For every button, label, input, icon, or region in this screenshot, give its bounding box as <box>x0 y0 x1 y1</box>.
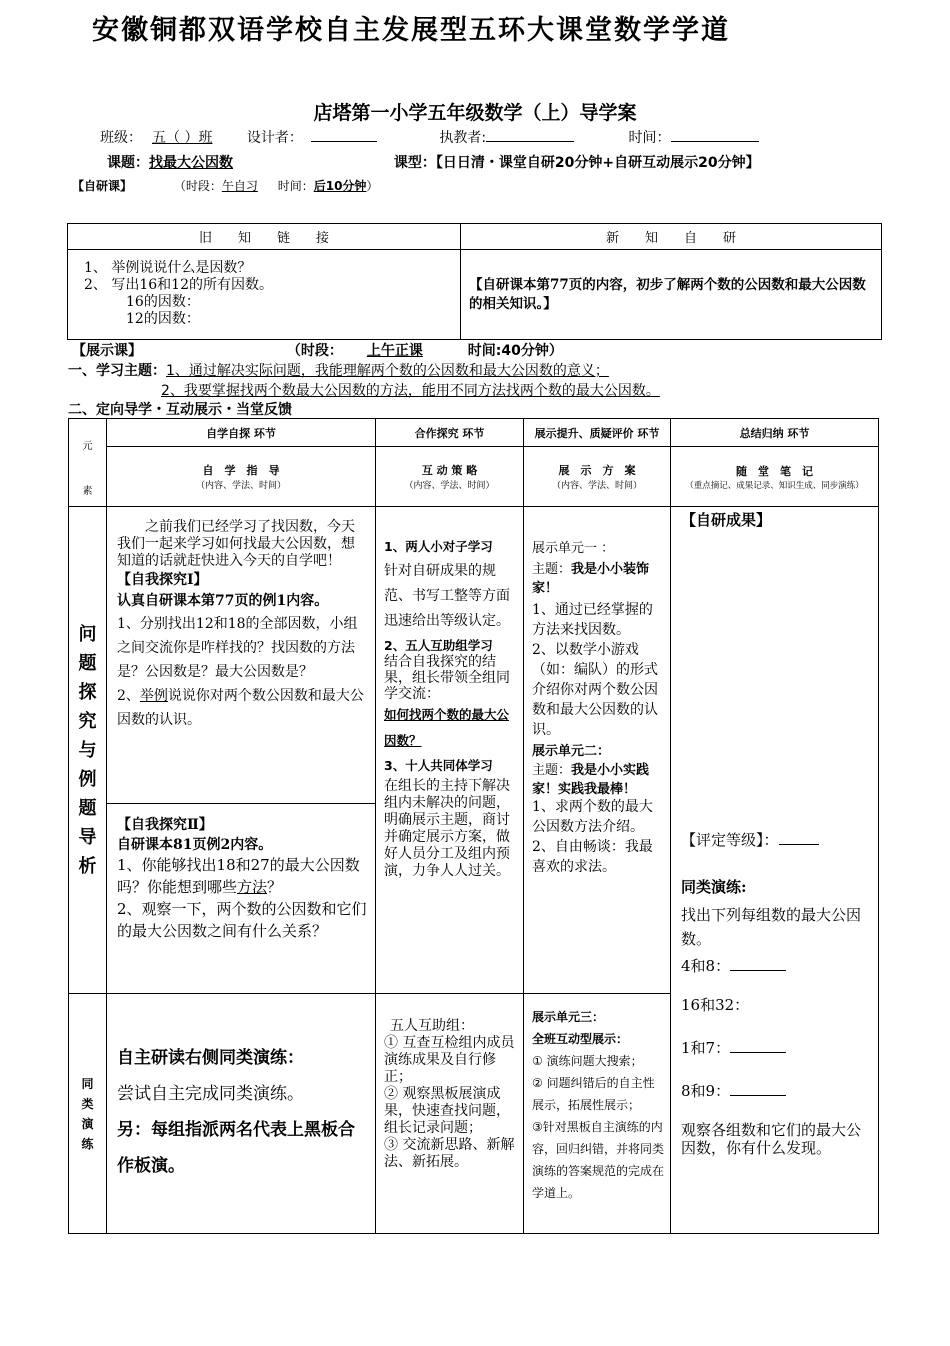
goal-1: 1、通过解决实际问题，我能理解两个数的公因数和最大公因数的意义； <box>166 363 609 379</box>
topic-label: 课题： <box>107 155 149 171</box>
show-label: 【展示课】 <box>72 343 142 359</box>
self-study-guide-2 <box>107 804 376 994</box>
row2-char: 同 <box>81 1076 94 1091</box>
interaction-strategy <box>376 507 524 994</box>
teacher-blank <box>486 129 574 142</box>
show-unit-2-theme-value: 我是小小实践家！实践我最棒！ <box>532 763 650 797</box>
row1-char: 究 <box>78 710 97 732</box>
show-unit-2-p1: 1、求两个数的最大公因数方法介绍。 <box>532 799 653 835</box>
show-unit-3-t3: ③针对黑板自主演练的内容，回归纠错，并将同类演练的答案规范的完成在学道上。 <box>532 1120 665 1200</box>
practice-l1: 自主研读右侧同类演练： <box>117 1048 304 1068</box>
element-top: 元 <box>82 441 93 452</box>
self-study-label: 【自研课】 <box>72 179 133 193</box>
show-unit-1-p2: 2、以数学小游戏（如：编队）的形式介绍你对两个数公因数和最大公因数的认识。 <box>532 642 658 738</box>
row1-char: 例 <box>78 768 97 790</box>
notes-p1-blank[interactable] <box>730 958 786 971</box>
col1-sub: 自 学 指 导 <box>202 464 280 477</box>
goals-label: 一、学习主题： <box>68 363 166 379</box>
class-value: 五（ ）班 <box>152 130 213 146</box>
col-self-study-header: 自学自探 环节 <box>107 419 376 447</box>
old-16-factors: 16的因数： <box>126 294 200 310</box>
col4-sub2: （重点摘记、成果记录、知识生成、同步演练） <box>685 480 864 491</box>
row1-char: 导 <box>78 826 97 848</box>
col-summary-subheader <box>671 447 879 507</box>
teacher-label: 执教者: <box>439 130 487 146</box>
school-banner: 安徽铜都双语学校自主发展型五环大课堂数学学道 <box>92 15 730 46</box>
notes-p3-label: 1和7： <box>681 1039 731 1057</box>
col-cooperation-header: 合作探究 环节 <box>376 419 524 447</box>
guide2-q1-c: ？ <box>267 878 283 896</box>
notes-p4-label: 8和9： <box>681 1082 731 1100</box>
row2-char: 练 <box>81 1136 94 1151</box>
practice-guide <box>107 994 376 1234</box>
strategy-h3: 3、十人共同体学习 <box>384 758 493 773</box>
show-unit-3-sub: 全班互动型展示： <box>532 1032 629 1046</box>
class-notes <box>671 507 879 1234</box>
goal-2: 2、我要掌握找两个数最大公因数的方法，能用不同方法找两个数的最大公因数。 <box>161 383 660 399</box>
notes-p3 <box>681 1037 872 1058</box>
guide-intro: 之前我们已经学习了找因数，今天我们一起来学习如何找最大公因数，想知道的话就赶快进入今天的自学吧！ <box>117 519 355 569</box>
type-value: 【日日清・课堂自研20分钟+自研互动展示20分钟】 <box>435 155 760 171</box>
info-line <box>100 127 759 147</box>
guide2-q2: 2、观察一下，两个数的公因数和它们的最大公因数之间有什么关系？ <box>117 900 367 940</box>
type-label: 课型： <box>393 155 436 171</box>
notes-observe: 观察各组数和它们的最大公因数，你有什么发现。 <box>681 1121 862 1157</box>
guide2-q1-a: 1、你能够找出18和27的最大公因数吗？你能想到哪些 <box>117 856 360 896</box>
practice-strategy-t2: ② 观察黑板展演成果，快速查找问题，组长记录问题； <box>384 1086 510 1136</box>
row-inquiry-label <box>69 507 107 994</box>
practice-strategy <box>376 994 524 1234</box>
row1-char: 与 <box>78 739 97 761</box>
row2-char: 演 <box>81 1116 94 1131</box>
notes-p1 <box>681 955 872 976</box>
new-knowledge-cell: 【自研课本第77页的内容，初步了解两个数的公因数和最大公因数的相关知识。】 <box>461 250 882 340</box>
show-unit-1: 展示单元一 ： <box>532 541 615 556</box>
show-unit-2: 展示单元二： <box>532 744 611 759</box>
notes-p3-blank[interactable] <box>730 1040 786 1053</box>
guide-q2-b: 举例 <box>139 688 168 704</box>
show-unit-1-p1: 1、通过已经掌握的方法来找因数。 <box>532 602 653 638</box>
self-study-guide-1 <box>107 507 376 804</box>
col-show-subheader <box>524 447 671 507</box>
guide-inquiry-2-task: 自研课本81页例2内容。 <box>117 837 273 853</box>
row-practice-label <box>69 994 107 1234</box>
old-q1: 1、 举例说说什么是因数？ <box>84 260 252 276</box>
col-summary-header: 总结归纳 环节 <box>671 419 879 447</box>
class-label: 班级： <box>100 130 142 146</box>
notes-practice-head: 同类演练: <box>681 878 747 896</box>
page-title: 店塔第一小学五年级数学（上）导学案 <box>313 102 637 124</box>
guide-inquiry-1-head: 【自我探究Ⅰ】 <box>117 572 208 588</box>
topic-line <box>107 152 760 172</box>
show-unit-3: 展示单元三： <box>532 1010 605 1024</box>
col-cooperation-subheader <box>376 447 524 507</box>
notes-p4 <box>681 1080 872 1101</box>
strategy-t2-underline: 如何找两个数的最大公因数？ <box>384 707 510 748</box>
show-unit-1-theme-value: 我是小小装饰家！ <box>532 562 650 596</box>
show-unit-2-p2: 2、自由畅谈：我最喜欢的求法。 <box>532 839 653 875</box>
row1-char: 题 <box>78 797 97 819</box>
col3-sub: 展 示 方 案 <box>558 464 636 477</box>
self-study-period-value: 午自习 <box>221 179 258 193</box>
row1-char: 探 <box>78 681 97 703</box>
old-12-factors: 12的因数： <box>126 311 200 327</box>
element-bottom: 素 <box>82 486 93 497</box>
main-table <box>68 418 879 1234</box>
col2-sub: 互 动 策 略 <box>421 464 478 477</box>
strategy-t1: 针对自研成果的规范、书写工整等方面迅速给出等级认定。 <box>384 563 510 629</box>
guide2-q1 <box>117 854 367 898</box>
old-q2: 2、 写出16和12的所有因数。 <box>84 277 273 293</box>
show-unit-3-t2: ② 问题纠错后的自主性展示，拓展性展示； <box>532 1076 655 1112</box>
notes-p4-blank[interactable] <box>730 1083 786 1096</box>
guide-inquiry-1-task: 认真自研课本第77页的例1内容。 <box>117 593 329 609</box>
goals-line1 <box>68 360 609 380</box>
prior-knowledge-table <box>67 223 882 340</box>
show-line <box>72 340 563 360</box>
show-plan <box>524 507 671 994</box>
guide-q1: 1、分别找出12和18的全部因数，小组之间交流你是咋样找的？找因数的方法是？公因数是？最大公因数是？ <box>117 616 358 680</box>
topic-value: 找最大公因数 <box>149 155 233 171</box>
guide-q2 <box>117 684 367 732</box>
strategy-h1: 1、两人小对子学习 <box>384 539 493 554</box>
self-study-time-value: 后10分钟 <box>313 179 367 193</box>
section-2-heading: 二、定向导学・互动展示・当堂反馈 <box>68 402 292 418</box>
self-study-time-label: 时间： <box>277 179 314 193</box>
self-study-line <box>72 177 378 194</box>
show-period-value: 上午正课 <box>366 343 423 359</box>
row1-char: 问 <box>78 623 97 645</box>
strategy-t2: 结合自我探究的结果，组长带领全组同学交流： <box>384 654 510 702</box>
notes-practice-text: 找出下列每组数的最大公因数。 <box>681 906 862 948</box>
row2-char: 类 <box>81 1096 94 1111</box>
practice-strategy-t3: ③ 交流新思路、新解法、新拓展。 <box>384 1137 515 1170</box>
guide2-q1-b: 方法 <box>237 878 268 896</box>
self-study-period-label: （时段： <box>173 179 222 193</box>
row1-char: 题 <box>78 652 97 674</box>
show-unit-3-t1: ① 演练问题大搜索； <box>532 1054 643 1068</box>
new-knowledge-header: 新 知 自 研 <box>461 224 882 250</box>
show-time: 时间:40分钟） <box>467 343 563 359</box>
notes-grade-label: 【评定等级】： <box>681 831 779 849</box>
practice-strategy-head: 五人互助组： <box>390 1018 474 1034</box>
row1-char: 析 <box>78 855 97 877</box>
notes-p1-label: 4和8： <box>681 957 731 975</box>
show-unit-2-theme-label: 主题： <box>532 763 572 778</box>
old-knowledge-cell <box>68 250 461 340</box>
col4-sub: 随 堂 笔 记 <box>736 464 813 478</box>
notes-grade <box>681 829 872 850</box>
time-blank <box>671 129 759 142</box>
practice-strategy-t1: ① 互查互检组内成员演练成果及自行修正； <box>384 1035 515 1085</box>
col-self-study-subheader <box>107 447 376 507</box>
old-knowledge-header: 旧 知 链 接 <box>68 224 461 250</box>
strategy-h2: 2、五人互助组学习 <box>384 638 493 653</box>
col1-sub2: （内容、学法、时间） <box>195 481 286 491</box>
guide-q2-c: 说说你对两个数公因数和最大公因数的认识。 <box>117 688 364 728</box>
grade-blank <box>779 832 819 845</box>
designer-label: 设计者： <box>246 130 303 146</box>
practice-show-plan <box>524 994 671 1234</box>
notes-p2: 16和32： <box>681 996 750 1014</box>
self-study-close: ） <box>366 179 379 193</box>
practice-l2: 尝试自主完成同类演练。 <box>117 1084 304 1104</box>
col-show-header: 展示提升、质疑评价 环节 <box>524 419 671 447</box>
designer-blank <box>311 129 377 142</box>
show-unit-2-theme <box>532 759 664 797</box>
col2-sub2: （内容、学法、时间） <box>404 481 495 491</box>
practice-l3: 另：每组指派两名代表上黑板合作板演。 <box>117 1120 355 1176</box>
guide-q2-a: 2、 <box>117 688 140 704</box>
show-period-label: （时段： <box>286 343 343 359</box>
show-unit-1-theme-label: 主题： <box>532 562 572 577</box>
show-unit-1-theme <box>532 558 664 596</box>
col3-sub2: （内容、学法、时间） <box>551 481 642 491</box>
notes-result-head: 【自研成果】 <box>681 511 772 529</box>
strategy-t3: 在组长的主持下解决组内未解决的问题，明确展示主题，商讨并确定展示方案，做好人员分工及组内预演，力争人人过关。 <box>384 778 510 879</box>
element-header <box>69 419 107 507</box>
guide-inquiry-2-head: 【自我探究Ⅱ】 <box>117 817 213 833</box>
time-label: 时间： <box>628 130 671 146</box>
